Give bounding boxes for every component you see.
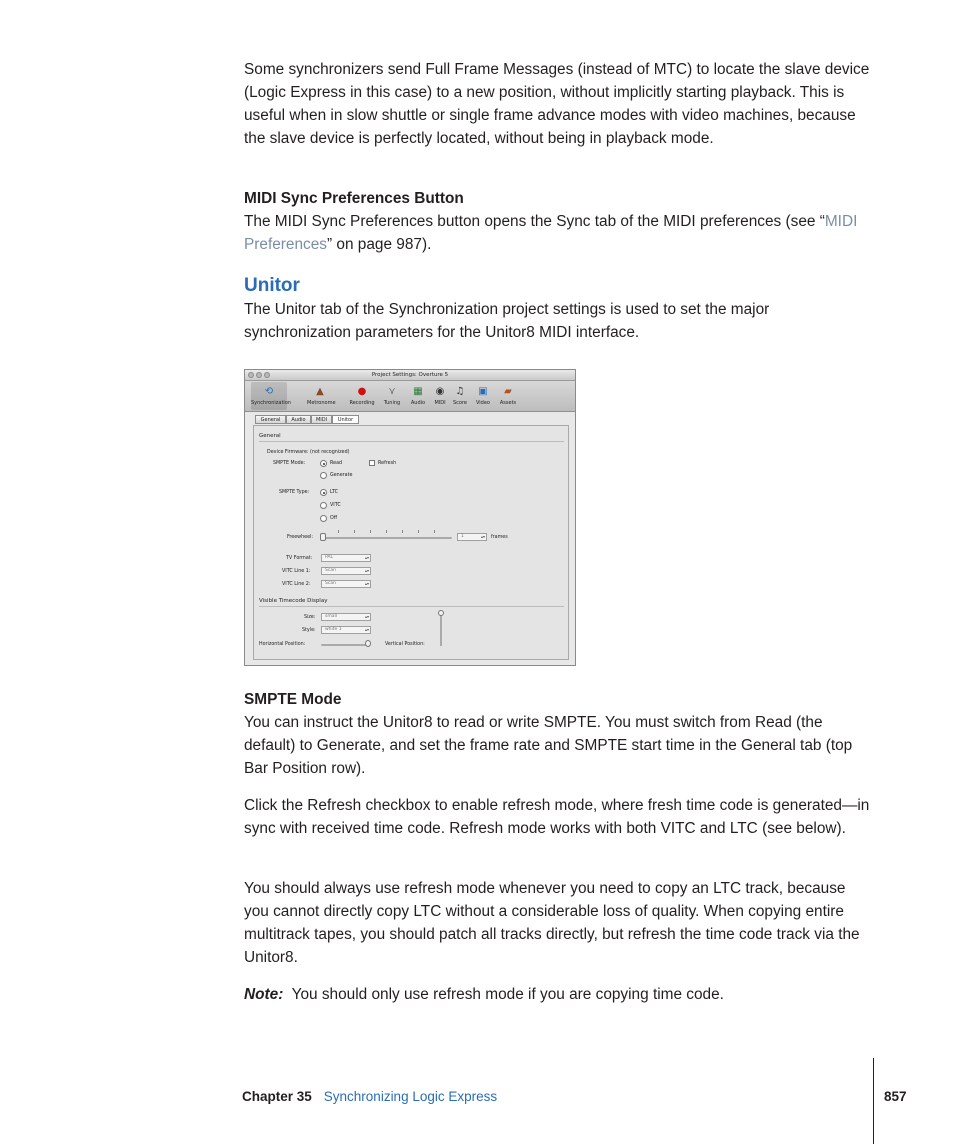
tv-format-value: PAL (325, 555, 334, 560)
tab-audio[interactable]: Audio (286, 415, 311, 424)
smpte-paragraph-1: You can instruct the Unitor8 to read or write SMPTE. You must switch from Read (the default) to Generate, and set the frame rate and SMPTE start time in the General tab (top Bar Position row). (244, 714, 853, 777)
horizontal-position-label: Horizontal Position: (259, 642, 306, 647)
smpte-paragraph-2: Click the Refresh checkbox to enable refresh mode, where fresh time code is generated—in sync with received time code. Refresh mode works with both VITC and LTC (see below). (244, 797, 870, 837)
mode-generate-label: Generate (330, 473, 353, 478)
window-titlebar (245, 370, 575, 381)
horizontal-position-knob[interactable] (365, 640, 371, 647)
general-group-title: General (259, 433, 281, 439)
vitc-line2-value: Scan (325, 581, 336, 586)
chevron-down-icon: ▴▾ (364, 627, 369, 632)
stepper-icon: ▴▾ (480, 534, 485, 539)
audio-icon: ▦ (413, 386, 423, 397)
style-select[interactable] (321, 626, 371, 634)
freewheel-stepper[interactable] (457, 533, 487, 541)
midi-icon: ◉ (435, 386, 445, 397)
size-select[interactable] (321, 613, 371, 621)
type-ltc-label: LTC (330, 490, 339, 495)
chevron-down-icon: ▴▾ (364, 614, 369, 619)
chevron-down-icon: ▴▾ (364, 581, 369, 586)
horizontal-position-slider[interactable] (321, 644, 367, 646)
chapter-title[interactable]: Synchronizing Logic Express (323, 1089, 498, 1104)
chevron-down-icon: ▴▾ (364, 568, 369, 573)
window-title: Project Settings: Overture 5 (371, 372, 449, 378)
assets-icon: ▰ (504, 386, 512, 397)
vertical-position-knob[interactable] (438, 610, 444, 616)
type-vitc-label: VITC (330, 503, 341, 508)
style-label: Style: (302, 628, 316, 633)
unitor-paragraph: The Unitor tab of the Synchronization project settings is used to set the major synchronization parameters for the Unitor8 MIDI interface. (244, 301, 770, 341)
page-number: 857 (884, 1089, 907, 1104)
toolbar-assets[interactable] (495, 382, 521, 410)
mode-read-radio[interactable] (320, 460, 327, 467)
toolbar-label: Score (452, 400, 467, 406)
style-value: white 1 (325, 627, 342, 632)
visible-timecode-title: Visible Timecode Display (259, 598, 328, 604)
size-value: small (325, 614, 337, 619)
divider (259, 606, 564, 607)
freewheel-slider[interactable] (322, 537, 452, 539)
refresh-label: Refresh (378, 461, 397, 466)
tab-unitor[interactable]: Unitor (332, 415, 359, 424)
type-off-label: Off (330, 516, 338, 521)
unitor-heading: Unitor (244, 275, 300, 296)
sync-icon: ⟲ (264, 386, 274, 397)
vertical-position-slider[interactable] (440, 612, 442, 646)
toolbar-label: Synchronization (251, 400, 292, 406)
toolbar-label: Assets (499, 400, 517, 406)
chevron-down-icon: ▴▾ (364, 555, 369, 560)
type-vitc-radio[interactable] (320, 502, 327, 509)
tuning-fork-icon: ⋎ (388, 386, 396, 397)
toolbar-recording[interactable] (349, 382, 375, 410)
size-label: Size: (304, 615, 316, 620)
tv-format-select[interactable] (321, 554, 371, 562)
toolbar-label: Video (475, 400, 490, 406)
midi-sync-paragraph (244, 210, 874, 256)
tab-general[interactable]: General (255, 415, 286, 424)
smpte-mode-label: SMPTE Mode: (273, 461, 306, 466)
note-paragraph (244, 983, 874, 1006)
freewheel-value: 1 (461, 534, 464, 539)
metronome-icon: ▲ (316, 386, 324, 397)
video-icon: ▣ (478, 386, 488, 397)
divider (259, 441, 564, 442)
toolbar-metronome[interactable] (307, 382, 336, 410)
settings-toolbar (245, 381, 575, 412)
toolbar-video[interactable] (470, 382, 496, 410)
refresh-checkbox[interactable] (369, 460, 375, 466)
vitc-line1-value: Scan (325, 568, 336, 573)
smpte-paragraph-3: You should always use refresh mode whenever you need to copy an LTC track, because you cannot directly copy LTC without a considerable loss of quality. When copying entire multitrack tapes, you should patch all tracks directly, but refresh the time code track via the Unitor8. (244, 880, 860, 966)
intro-paragraph: Some synchronizers send Full Frame Messages (instead of MTC) to locate the slave device (Logic Express in this case) to a new position, without implicitly starting playback. This is useful when in slow shuttle or single frame advance modes with video machines, because the slave device is perfectly located, without being in playback mode. (244, 61, 870, 147)
toolbar-label: Metronome (307, 400, 336, 406)
tab-midi[interactable]: MIDI (311, 415, 332, 424)
toolbar-synchronization[interactable] (251, 382, 292, 410)
midi-sync-text: The MIDI Sync Preferences button opens the Sync tab of the MIDI preferences (see “ (244, 213, 825, 230)
mode-read-label: Read (330, 461, 343, 466)
vitc-line2-label: VITC Line 2: (282, 582, 311, 587)
midi-sync-heading: MIDI Sync Preferences Button (244, 190, 464, 207)
device-firmware-label: Device Firmware: (not recognized) (267, 450, 350, 455)
toolbar-label: Recording (349, 400, 375, 406)
tv-format-label: TV Format: (286, 556, 313, 561)
footer-divider (873, 1058, 874, 1144)
type-ltc-radio[interactable] (320, 489, 327, 496)
toolbar-label: Audio (410, 400, 426, 406)
project-settings-window (244, 369, 576, 666)
midi-sync-text-after: ” on page 987). (326, 236, 432, 253)
toolbar-tuning[interactable] (379, 382, 405, 410)
vitc-line1-select[interactable] (321, 567, 371, 575)
vitc-line1-label: VITC Line 1: (282, 569, 311, 574)
note-text: You should only use refresh mode if you are copying time code. (291, 986, 724, 1003)
record-icon: ● (357, 386, 367, 397)
score-icon: ♫ (455, 386, 465, 397)
freewheel-label: Freewheel: (287, 535, 313, 540)
unitor-panel (253, 425, 569, 660)
footer-chapter (242, 1088, 497, 1106)
note-label: Note: (244, 986, 284, 1003)
midi-preferences-link[interactable]: MIDI Preferences (244, 213, 858, 253)
mode-generate-radio[interactable] (320, 472, 327, 479)
type-off-radio[interactable] (320, 515, 327, 522)
smpte-mode-heading: SMPTE Mode (244, 691, 342, 708)
freewheel-knob[interactable] (320, 533, 326, 541)
smpte-type-label: SMPTE Type: (279, 490, 310, 495)
chapter-number: Chapter 35 (242, 1089, 312, 1104)
vertical-position-label: Vertical Position: (385, 642, 425, 647)
toolbar-label: Tuning (383, 400, 401, 406)
frames-label: frames (491, 535, 508, 540)
vitc-line2-select[interactable] (321, 580, 371, 588)
toolbar-label: MIDI (434, 400, 446, 406)
